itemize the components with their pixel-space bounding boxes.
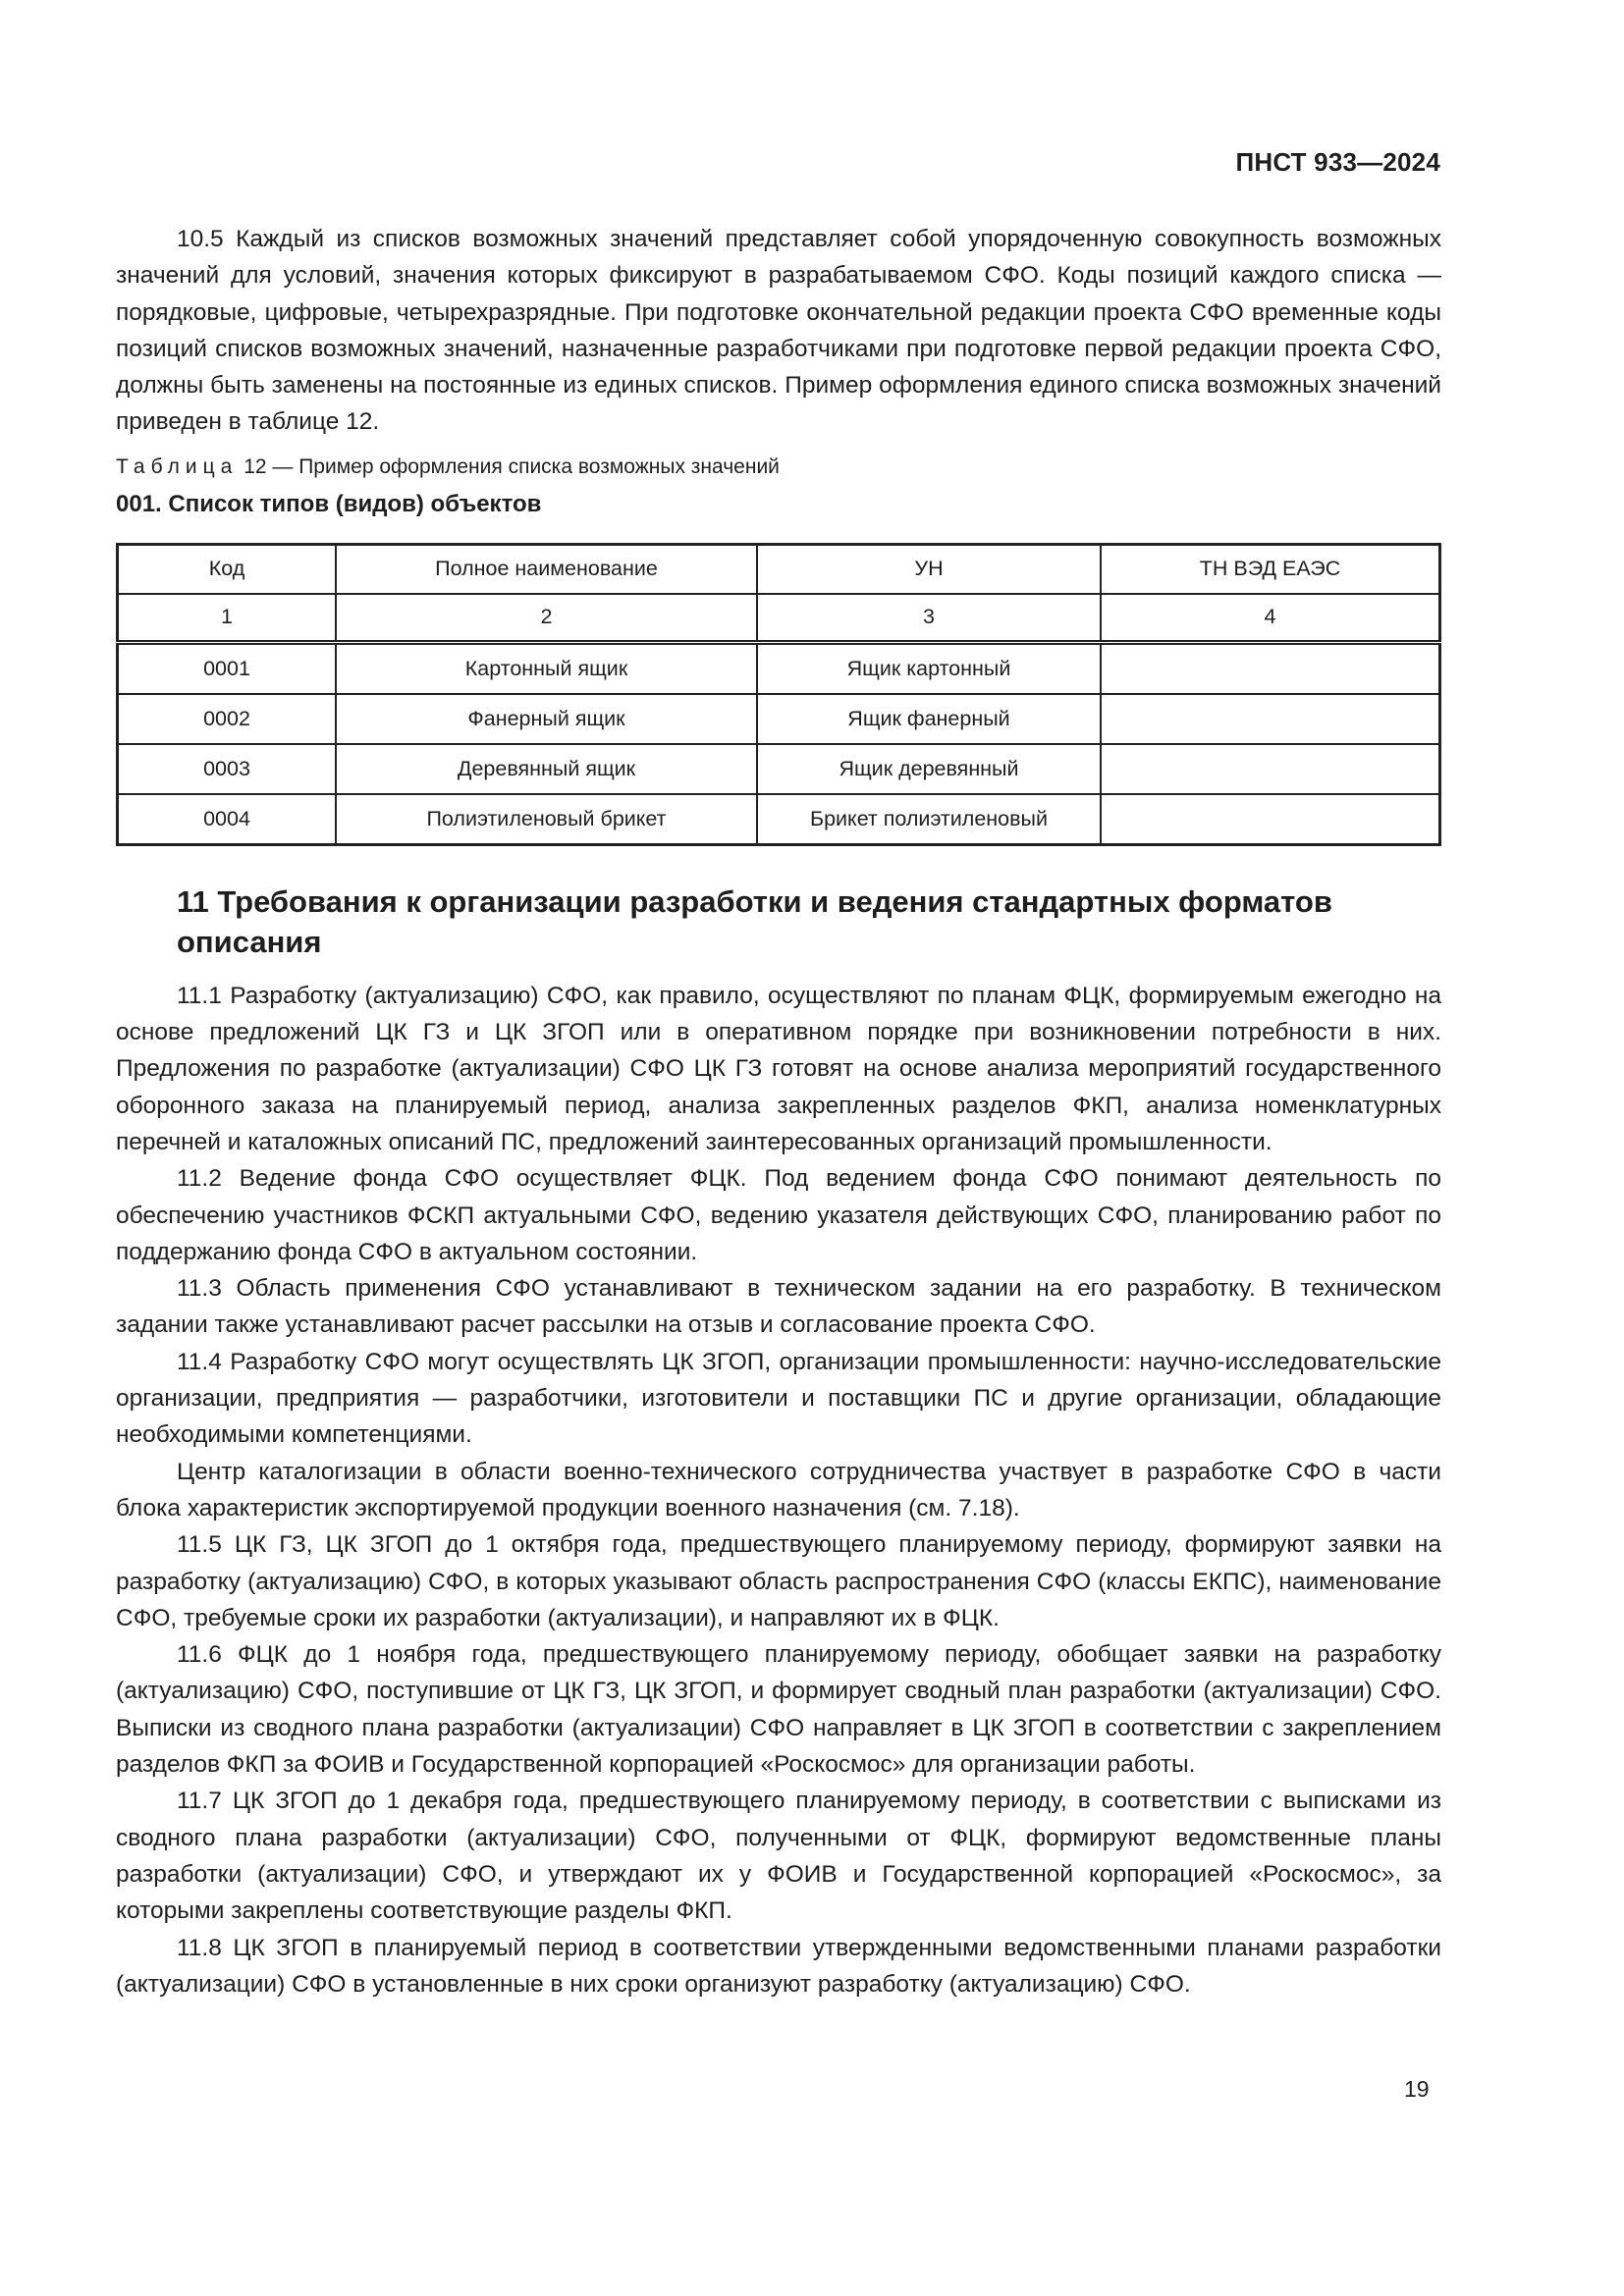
paragraph-11-8: 11.8 ЦК ЗГОП в планируемый период в соответствии утвержденными ведомственными планами разработки (актуализации) СФО в установленные в них сроки организуют разработку (актуализацию) СФО. [116,1934,1441,1998]
paragraph-11-7: 11.7 ЦК ЗГОП до 1 декабря года, предшествующего планируемому периоду, в соответствии с выписками из сводного плана разработки (актуализации) СФО, полученными от ФЦК, формируют ведомственные планы разработки (актуализации) СФО, и утверждают их у ФОИВ и Государственной корпорацией «Роскосмос», за которыми закреплены соответствующие разделы ФКП. [116,1788,1441,1925]
paragraph-11-5: 11.5 ЦК ГЗ, ЦК ЗГОП до 1 октября года, предшествующего планируемому периоду, формируют заявки на разработку (актуализацию) СФО, в которых указывают область распространения СФО (классы ЕКПС), наименование СФО, требуемые сроки их разработки (актуализации), и направляют их в ФЦК. [116,1531,1441,1631]
cell-full-name: Фанерный ящик [336,694,757,744]
cell-full-name: Деревянный ящик [336,744,757,794]
table-row [118,694,1440,744]
header-cell-full-name: Полное наименование [336,544,757,594]
cell-un: Ящик деревянный [757,744,1101,794]
list-title: 001. Список типов (видов) объектов [116,490,542,517]
paragraph-11-3: 11.3 Область применения СФО устанавливают в техническом задании на его разработку. В техническом задании также устанавливают расчет рассылки на отзыв и согласование проекта СФО. [116,1275,1441,1339]
cell-un: Ящик фанерный [757,694,1101,744]
header-cell-un: УН [757,544,1101,594]
column-number: 2 [336,594,757,643]
table-caption-text: 12 — Пример оформления списка возможных значений [244,454,780,478]
cell-full-name: Картонный ящик [336,642,757,694]
paragraph-11-6: 11.6 ФЦК до 1 ноября года, предшествующего планируемому периоду, обобщает заявки на разработку (актуализацию) СФО, поступившие от ЦК ГЗ, ЦК ЗГОП, и формирует сводный план разработки (актуализации) СФО. Выписки из сводного плана разработки (актуализации) СФО направляет в ЦК ЗГОП в соответствии с закреплением разделов ФКП за ФОИВ и Государственной корпорацией «Роскосмос» для организации работы. [116,1641,1441,1779]
column-number: 3 [757,594,1101,643]
cell-un: Ящик картонный [757,642,1101,694]
cell-tn-ved [1101,642,1440,694]
cell-full-name: Полиэтиленовый брикет [336,794,757,845]
paragraph-11-1: 11.1 Разработку (актуализацию) СФО, как правило, осуществляют по планам ФЦК, формируемым ежегодно на основе предложений ЦК ГЗ и ЦК ЗГОП или в оперативном порядке при возникновении потребности в них. Предложения по разработке (актуализации) СФО ЦК ГЗ готовят на основе анализа мероприятий государственного оборонного заказа на планируемый период, анализа закрепленных разделов ФКП, анализа номенклатурных перечней и каталожных описаний ПС, предложений заинтересованных организаций промышленности. [116,982,1441,1155]
table-row [118,744,1440,794]
header-cell-tn-ved: ТН ВЭД ЕАЭС [1101,544,1440,594]
values-list-table [116,543,1441,846]
header-cell-code: Код [118,544,337,594]
paragraph-11-2: 11.2 Ведение фонда СФО осуществляет ФЦК. Под ведением фонда СФО понимают деятельность по обеспечению участников ФСКП актуальными СФО, ведению указателя действующих СФО, планированию работ по поддержанию фонда СФО в актуальном состоянии. [116,1165,1441,1265]
page-content [116,221,1441,2002]
table-caption-label: Таблица [116,454,239,478]
table-row [118,794,1440,845]
paragraph-10-5: 10.5 Каждый из списков возможных значений представляет собой упорядоченную совокупность возможных значений для условий, значения которых фиксируют в разрабатываемом СФО. Коды позиций каждого списка — порядковые, цифровые, четырехразрядные. При подготовке окончательной редакции проекта СФО временные коды позиций списков возможных значений, назначенные разработчиками при подготовке первой редакции проекта СФО, должны быть заменены на постоянные из единых списков. Пример оформления единого списка возможных значений приведен в таблице 12. [116,226,1441,436]
paragraph-11-4: 11.4 Разработку СФО могут осуществлять ЦК ЗГОП, организации промышленности: научно-исследовательские организации, предприятия — разработчики, изготовители и поставщики ПС и другие организации, обладающие необходимыми компетенциями. [116,1348,1441,1449]
cell-tn-ved [1101,694,1440,744]
table-header-row [118,544,1440,594]
column-numbers-row [118,594,1440,643]
column-number: 4 [1101,594,1440,643]
table-caption [116,453,1441,482]
cell-code: 0002 [118,694,337,744]
section-11-body [116,978,1441,2002]
cell-code: 0001 [118,642,337,694]
cell-un: Брикет полиэтиленовый [757,794,1101,845]
cell-tn-ved [1101,794,1440,845]
cell-code: 0003 [118,744,337,794]
section-11-heading: 11 Требования к организации разработки и ведения стандартных форматов описания [177,883,1332,959]
page-number: 19 [1404,2076,1430,2102]
cell-tn-ved [1101,744,1440,794]
column-number: 1 [118,594,337,643]
table-row [118,642,1440,694]
document-code-header: ПНСТ 933—2024 [1235,147,1440,177]
cell-code: 0004 [118,794,337,845]
paragraph-export-center: Центр каталогизации в области военно-технического сотрудничества участвует в разработке СФО в части блока характеристик экспортируемой продукции военного назначения (см. 7.18). [116,1458,1441,1522]
